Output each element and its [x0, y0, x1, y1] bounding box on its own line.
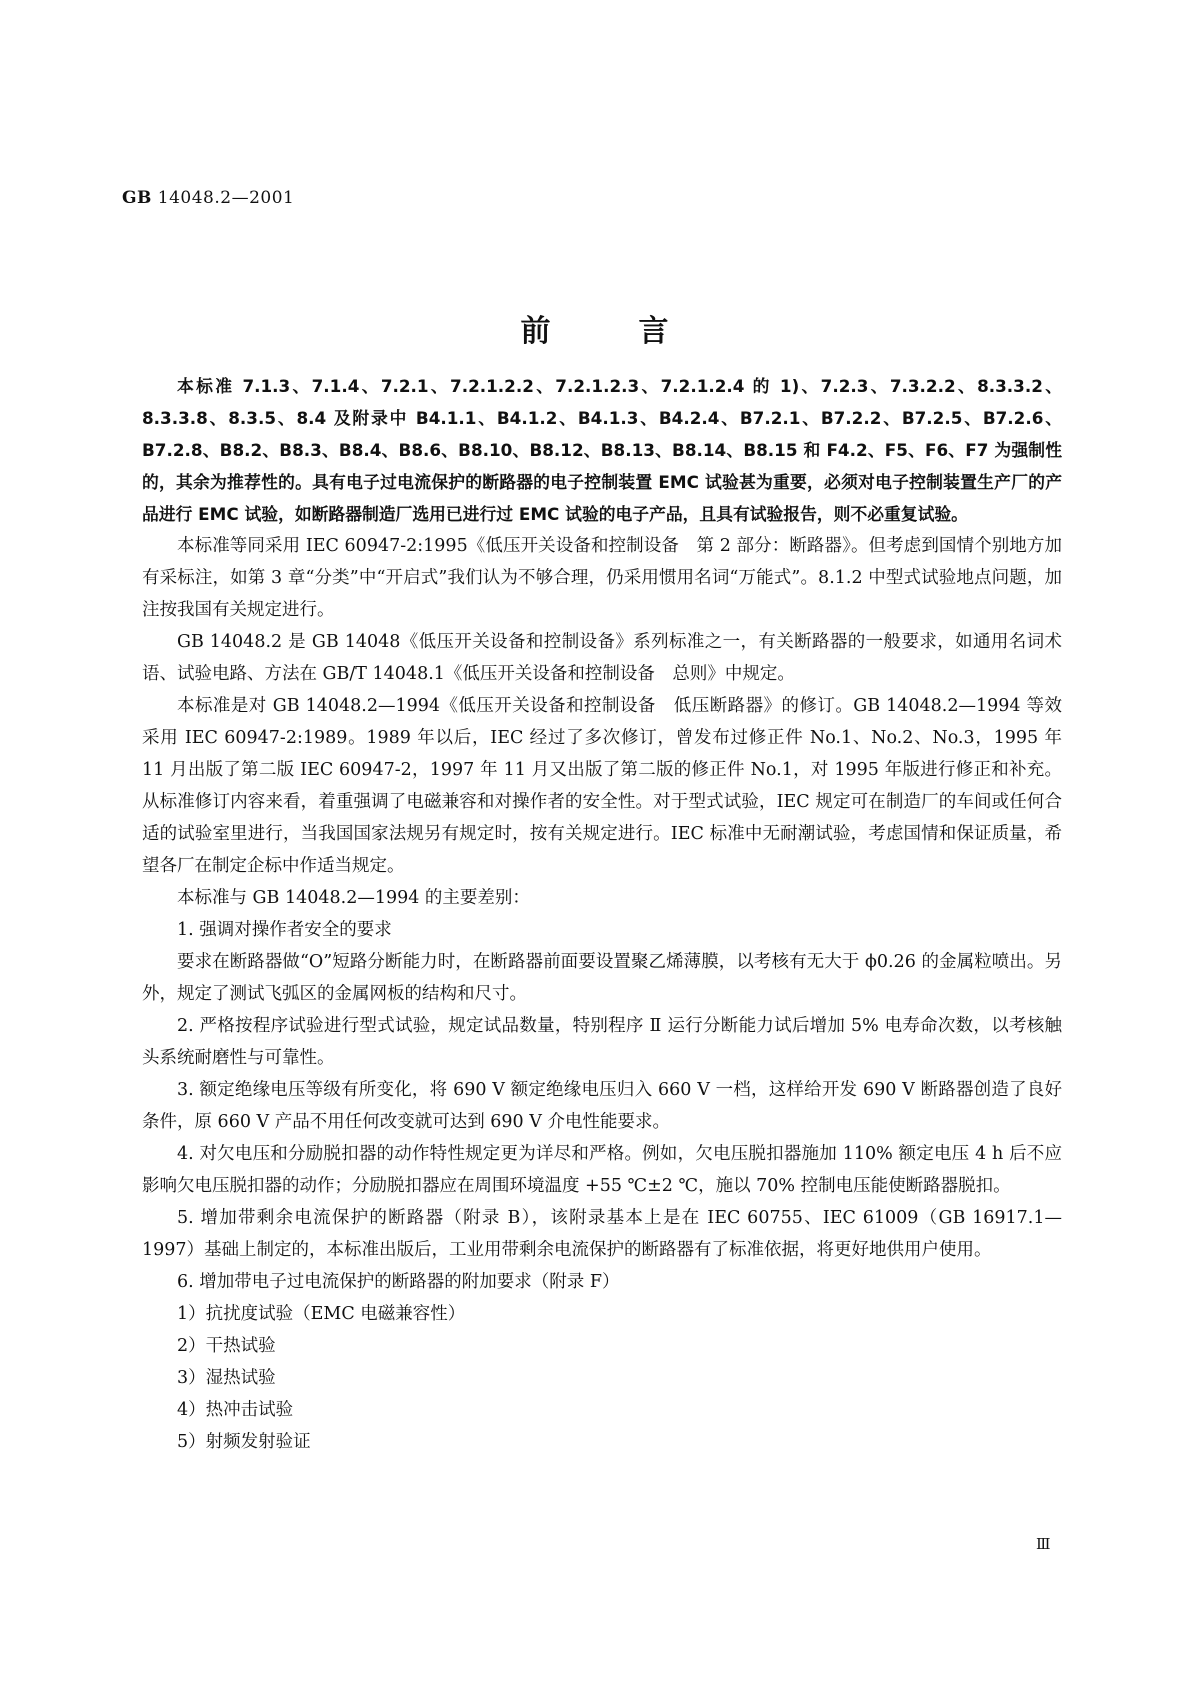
document-code: [122, 188, 294, 208]
page-title: [0, 306, 1191, 350]
difference-item-6: 6. 增加带电子过电流保护的断路器的附加要求（附录 F）: [177, 1272, 620, 1292]
title-char-2: 言: [638, 314, 671, 349]
difference-item-5: 5. 增加带剩余电流保护的断路器（附录 B），该附录基本上是在 IEC 60755、IEC 61009（GB 16917.1—1997）基础上制定的，本标准出版后，工业用带剩余电流保护的断路器有了标准依据，将更好地供用户使用。: [142, 1208, 1062, 1260]
difference-item-1: 1. 强调对操作者安全的要求: [177, 920, 392, 940]
sub-item: 1）抗扰度试验（EMC 电磁兼容性）: [177, 1304, 466, 1324]
foreword-body: [142, 370, 1062, 1458]
sub-item: 4）热冲击试验: [177, 1400, 294, 1420]
difference-item-1-detail: 要求在断路器做“O”短路分断能力时，在断路器前面要设置聚乙烯薄膜，以考核有无大于 ϕ0.26 的金属粒喷出。另外，规定了测试飞弧区的金属网板的结构和尺寸。: [142, 952, 1062, 1004]
difference-item-4: 4. 对欠电压和分励脱扣器的动作特性规定更为详尽和严格。例如，欠电压脱扣器施加 110% 额定电压 4 h 后不应影响欠电压脱扣器的动作；分励脱扣器应在周围环境温度 +55 ℃±2 ℃，施以 70% 控制电压能使断路器脱扣。: [142, 1144, 1062, 1196]
sub-item: 3）湿热试验: [177, 1368, 276, 1388]
adoption-paragraph: 本标准等同采用 IEC 60947-2:1995《低压开关设备和控制设备 第 2 部分：断路器》。但考虑到国情个别地方加有采标注，如第 3 章“分类”中“开启式”我们认为不够合理，仍采用惯用名词“万能式”。8.1.2 中型式试验地点问题，加注按我国有关规定进行。: [142, 536, 1062, 620]
gb-label: GB: [122, 188, 152, 208]
sub-item: 2）干热试验: [177, 1336, 276, 1356]
difference-item-3: 3. 额定绝缘电压等级有所变化，将 690 V 额定绝缘电压归入 660 V 一档，这样给开发 690 V 断路器创造了良好条件，原 660 V 产品不用任何改变就可达到 690 V 介电性能要求。: [142, 1080, 1062, 1132]
page-number: Ⅲ: [1036, 1535, 1051, 1553]
sub-item: 5）射频发射验证: [177, 1432, 311, 1452]
revision-paragraph: 本标准是对 GB 14048.2—1994《低压开关设备和控制设备 低压断路器》的修订。GB 14048.2—1994 等效采用 IEC 60947-2:1989。1989 年以后，IEC 经过了多次修订，曾发布过修正件 No.1、No.2、No.3，1995 年 11 月出版了第二版 IEC 60947-2，1997 年 11 月又出版了第二版的修正件 No.1，对 1995 年版进行修正和补充。从标准修订内容来看，着重强调了电磁兼容和对操作者的安全性。对于型式试验，IEC 规定可在制造厂的车间或任何合适的试验室里进行，当我国国家法规另有规定时，按有关规定进行。IEC 标准中无耐潮试验，考虑国情和保证质量，希望各厂在制定企标中作适当规定。: [142, 696, 1062, 876]
mandatory-clauses-paragraph: 本标准 7.1.3、7.1.4、7.2.1、7.2.1.2.2、7.2.1.2.3、7.2.1.2.4 的 1)、7.2.3、7.3.2.2、8.3.3.2、8.3.3.8、8.3.5、8.4 及附录中 B4.1.1、B4.1.2、B4.1.3、B4.2.4、B7.2.1、B7.2.2、B7.2.5、B7.2.6、B7.2.8、B8.2、B8.3、B8.4、B8.6、B8.10、B8.12、B8.13、B8.14、B8.15 和 F4.2、F5、F6、F7 为强制性的，其余为推荐性的。具有电子过电流保护的断路器的电子控制装置 EMC 试验甚为重要，必须对电子控制装置生产厂的产品进行 EMC 试验，如断路器制造厂选用已进行过 EMC 试验的电子产品，且具有试验报告，则不必重复试验。: [142, 376, 1062, 524]
standard-number: 14048.2—2001: [157, 188, 295, 208]
differences-intro: 本标准与 GB 14048.2—1994 的主要差别：: [177, 888, 530, 908]
difference-item-2: 2. 严格按程序试验进行型式试验，规定试品数量，特别程序 Ⅱ 运行分断能力试后增加 5% 电寿命次数，以考核触头系统耐磨性与可靠性。: [142, 1016, 1062, 1068]
title-char-1: 前: [520, 314, 553, 349]
series-paragraph: GB 14048.2 是 GB 14048《低压开关设备和控制设备》系列标准之一，有关断路器的一般要求，如通用名词术语、试验电路、方法在 GB/T 14048.1《低压开关设备和控制设备 总则》中规定。: [142, 632, 1062, 684]
